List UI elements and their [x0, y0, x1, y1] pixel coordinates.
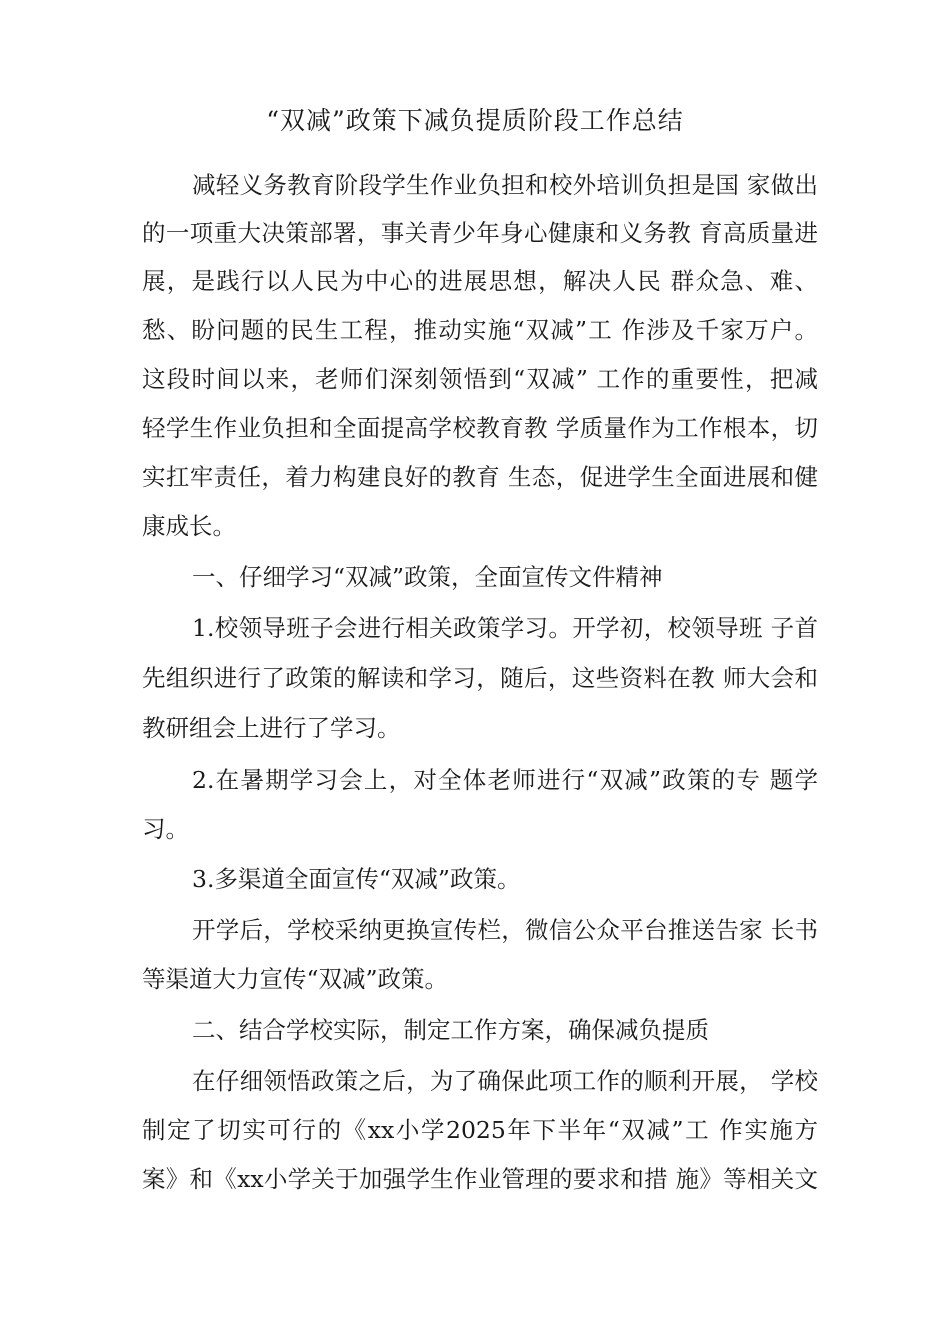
paragraph-line: 的一项重大决策部署，事关青少年身心健康和义务教 育高质量进 [142, 219, 818, 247]
paragraph-line: 实扛牢责任，着力构建良好的教育 生态，促进学生全面进展和健 [142, 463, 818, 491]
paragraph-line: 2.在暑期学习会上，对全体老师进行“双减”政策的专 题学 [192, 766, 818, 794]
paragraph-line: 在仔细领悟政策之后，为了确保此项工作的顺利开展， 学校 [192, 1067, 818, 1095]
document-title: “双减”政策下减负提质阶段工作总结 [266, 106, 684, 135]
paragraph-line: 展，是践行以人民为中心的进展思想，解决人民 群众急、难、 [142, 267, 818, 295]
paragraph-line: 愁、盼问题的民生工程，推动实施“双减”工 作涉及千家万户。 [142, 316, 818, 344]
paragraph-line: 制定了切实可行的《xx小学2025年下半年“双减”工 作实施方 [142, 1116, 818, 1144]
paragraph-line: 轻学生作业负担和全面提高学校教育教 学质量作为工作根本，切 [142, 414, 818, 442]
section-heading: 二、结合学校实际，制定工作方案，确保减负提质 [192, 1016, 709, 1044]
paragraph-line: 康成长。 [142, 512, 236, 540]
paragraph-line: 习。 [142, 815, 189, 843]
paragraph-line: 教研组会上进行了学习。 [142, 714, 401, 742]
paragraph-line: 开学后，学校采纳更换宣传栏，微信公众平台推送告家 长书 [192, 916, 818, 944]
section-heading: 一、仔细学习“双减”政策，全面宣传文件精神 [192, 563, 663, 591]
paragraph-line: 先组织进行了政策的解读和学习，随后，这些资料在教 师大会和 [142, 664, 818, 692]
paragraph-line: 等渠道大力宣传“双减”政策。 [142, 965, 449, 993]
paragraph-line: 1.校领导班子会进行相关政策学习。开学初，校领导班 子首 [192, 614, 818, 642]
paragraph-line: 减轻义务教育阶段学生作业负担和校外培训负担是国 家做出 [192, 171, 818, 199]
paragraph-line: 3.多渠道全面宣传“双减”政策。 [192, 865, 521, 893]
paragraph-line: 案》和《xx小学关于加强学生作业管理的要求和措 施》等相关文 [142, 1165, 818, 1193]
paragraph-line: 这段时间以来，老师们深刻领悟到“双减” 工作的重要性，把减 [142, 365, 818, 393]
